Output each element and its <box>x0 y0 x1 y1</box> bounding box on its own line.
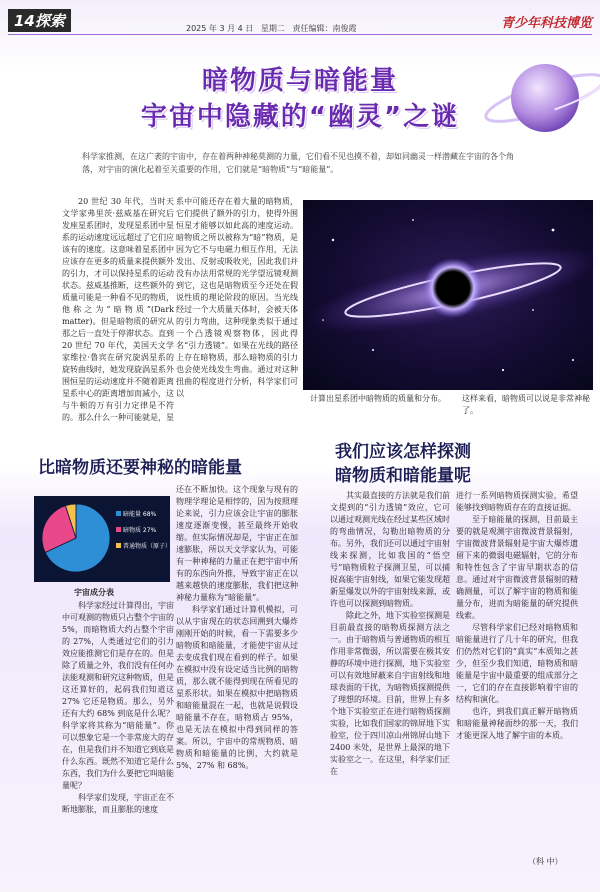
article-paragraph: 尽管科学家们已经对暗物质和暗能量进行了几十年的研究，但我们仍然对它们的“真实”本质知之甚少，但至少我们知道，暗物质和暗能量是宇宙中最重要的组成部分之一，它们的存在直接影响着宇宙的结构和演化。 <box>456 623 578 704</box>
section2-column-2 <box>176 484 298 772</box>
galaxy-illustration <box>303 200 593 390</box>
issue-weekday: 星期二 <box>260 24 285 33</box>
section2-column-1 <box>62 600 174 816</box>
section3-heading-line1: 我们应该怎样探测 <box>335 442 471 462</box>
article-paragraph: 系中可能还存在着大量的暗物质，它们提供了额外的引力，使得外围恒星才能够以如此高的速度运动。暗物质之所以被称为“暗”物质，是因为它不与电磁力相互作用，无法发出、反射或吸收光，因此我们并没有办法用常规的光学望远镜观测到它，这也是暗物质至今还处在假说性质的理论阶段的原因。当光线经过一个大质量天体时，会被天体的引力弯曲，这种现象类似于通过一个凸透镜观察物体，因此得名“引力透镜”。如果在光线的路径上存在暗物质，那么暗物质的引力也会使光线发生弯曲。通过对这种扭曲的程度进行分析，科学家们可以 <box>176 197 298 398</box>
byline: （科 中） <box>528 857 563 866</box>
article-paragraph: 还在不断加快。这个现象与现有的物理学理论是相悖的，因为按照理论来说，引力应该会让宇宙的膨胀速度逐渐变慢，甚至最终开始收缩。但实际情况却是，宇宙正在加速膨胀，所以天文学家认为，可能有一种神秘的力量正在把宇宙中所有的东西向外推，导致宇宙正在以越来越快的速度膨胀，我们把这种神秘力量称为“暗能量”。 <box>176 485 298 602</box>
black-hole-image <box>303 200 593 390</box>
article-paragraph: 进行一系列暗物质探测实验，希望能够找到暗物质存在的直接证据。 <box>456 491 578 512</box>
legend-label: 暗能量 68% <box>123 511 157 518</box>
page-header <box>8 6 592 35</box>
image-caption-left: 计算出星系团中暗物质的质量和分布。 <box>310 394 446 403</box>
article-paragraph: 其实最直接的方法就是我们前文提到的“引力透镜”效应，它可以通过观测光线在经过某些区域时的弯曲情况，勾勒出暗物质的分布。另外，我们还可以通过宇宙射线来探测，比如我国的“悟空号”暗物质粒子探测卫星，可以捕捉高能宇宙射线，如果它能发现超新星爆发以外的宇宙射线来源，或许也可以探测到暗物质。 <box>330 491 450 608</box>
pie-chart <box>34 496 181 582</box>
article-paragraph: 也许，到我们真正解开暗物质和暗能量神秘面纱的那一天，我们才能更深入地了解宇宙的本质。 <box>456 707 578 740</box>
issue-date: 2025 年 3 月 4 日 <box>186 24 254 33</box>
legend-swatch <box>116 511 121 516</box>
article-paragraph: 至于暗能量的探测，目前最主要的就是观测宇宙微波背景辐射，宇宙微波背景辐射是宇宙大爆炸遗留下来的微弱电磁辐射，它的分布和特性包含了宇宙早期状态的信息。通过对宇宙微波背景辐射的精确测量，可以了解宇宙的物质和能量分布，进而为暗能量的研究提供线索。 <box>456 515 578 620</box>
article-paragraph: 科学家们发现，宇宙正在不断地膨胀，而且膨胀的速度 <box>62 793 174 814</box>
image-caption-right: 这样来看，暗物质可以说是非常神秘了。 <box>462 394 590 415</box>
main-title: 暗物质与暗能量 <box>201 66 398 96</box>
header-meta <box>186 23 357 34</box>
lede-paragraph: 科学家推测，在这广袤的宇宙中，存在着两种神秘莫测的力量，它们看不见也摸不着，却如同幽灵一样潜藏在宇宙的各个角落，对宇宙的演化起着至关重要的作用，它们就是“暗物质”与“暗能量”。 <box>82 152 514 174</box>
section-number: 14探索 <box>8 9 71 32</box>
article-column-1 <box>62 196 174 424</box>
main-subtitle: 宇宙中隐藏的“幽灵”之谜 <box>140 102 460 132</box>
section3-column-1 <box>330 490 450 778</box>
brand-logo: 青少年科技博览 <box>500 16 592 31</box>
section3-column-2 <box>456 490 578 742</box>
legend-swatch <box>116 543 121 548</box>
legend-label: 普通物质（原子）5% <box>123 543 181 550</box>
section3-heading <box>335 440 471 488</box>
article-paragraph: 科学家们通过计算机模拟，可以从宇宙现在的状态回溯到大爆炸刚刚开始的时候，看一下需要多少暗物质和暗能量，才能使宇宙从过去变成我们现在看到的样子。如果在模拟中没有设定适当比例的暗物质，那么就不能得到现在所看见的星系形状。如果在模拟中把暗物质和暗能量混在一起，也就是说假设暗能量不存在，暗物质占 95%，也是无法在模拟中得到同样的答案。所以，宇宙中的常规物质、暗物质和暗能量的比例，大约就是 5%、27% 和 68%。 <box>176 605 298 770</box>
section2-heading: 比暗物质还要神秘的暗能量 <box>38 458 242 478</box>
legend-swatch <box>116 527 121 532</box>
editor-credit: 责任编辑：南俊霞 <box>292 24 357 33</box>
article-column-2 <box>176 196 298 400</box>
article-paragraph: 科学家经过计算得出，宇宙中可观测的物质只占整个宇宙的 5%，而暗物质大约占整个宇宙的 27%，人类通过它们的引力效应能推测它们是存在的。但是除了质量之外，我们没有任何办法能观测和研究这种物质，但是这还算好的，起码我们知道这 27% 它还是物质。那么，另外还有大约 68% 到底是什么呢？科学家将其称为“暗能量”。你可以想象它是一个非常庞大的存在，但是我们并不知道它到底是什么东西。既然不知道它是什么东西，我们为什么要把它叫暗能量呢？ <box>62 601 174 790</box>
article-paragraph: 20 世纪 30 年代，当时天文学家弗里茨·兹威基在研究后发座星系团时，发现星系团中星系的运动速度远远超过了它们应该有的速度。这意味着星系团中应该存在更多的质量来提供额外的引力，才可以保持星系的运动状态。兹威基推断，这些额外的质量可能是一种看不见的物质，他称之为“暗物质”(Dark matter)。但是暗物质的研究从那之后一直处于停滞状态。直到 20 世纪 70 年代，美国天文学家维拉·鲁宾在研究旋涡星系的旋转曲线时，她发现旋涡星系外围恒星的运动速度并不随着距离星系中心的距离增加而减小，这与牛顿的万有引力定律是不符的。那么什么一种可能就是，星 <box>62 197 174 422</box>
section3-heading-line2: 暗物质和暗能量呢 <box>335 466 471 486</box>
chart-caption: 宇宙成分表 <box>74 587 114 597</box>
legend-label: 暗物质 27% <box>123 527 157 534</box>
universe-composition-chart <box>34 496 181 582</box>
article-paragraph: 除此之外，地下实验室探测是目前最直接的暗物质探测方法之一。由于暗物质与普通物质的相互作用非常微弱，所以需要在极其安静的环境中进行探测，地下实验室可以有效地屏蔽来自宇宙射线和地球表面的干扰，为暗物质探测提供了理想的环境。目前，世界上有多个地下实验室正在进行暗物质探测实验，比如我们国家的锦屏地下实验室，位于四川凉山州锦屏山地下 2400 米处，是世界上最深的地下实验室之一。在这里，科学家们正在 <box>330 611 450 776</box>
